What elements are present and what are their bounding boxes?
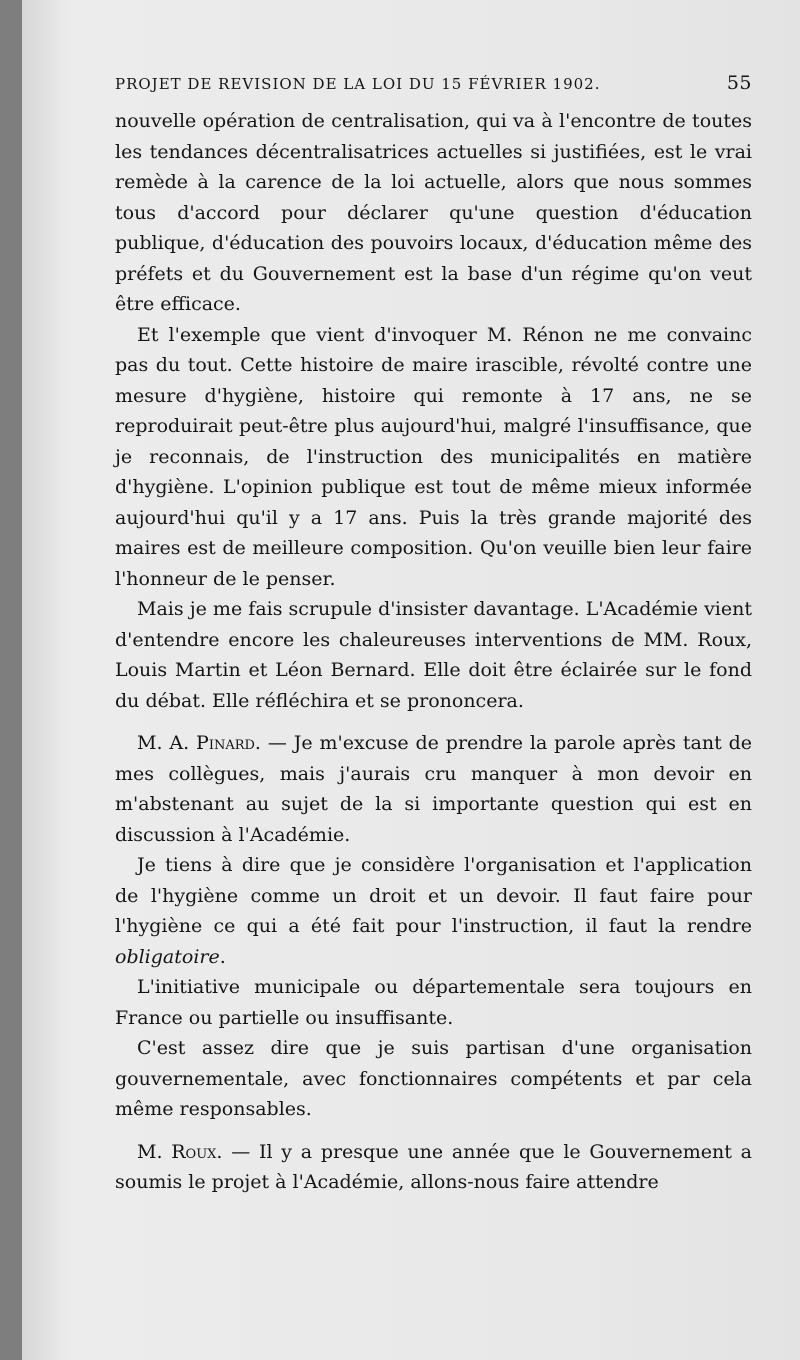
header-title: PROJET DE REVISION DE LA LOI DU 15 FÉVRIER 1902. [115,75,601,93]
running-header [115,72,752,106]
paragraph-2: Et l'exemple que vient d'invoquer M. Rénon ne me convainc pas du tout. Cette histoire de maire irascible, révolté contre une mesure d'hygiène, histoire qui remonte à 17 ans, ne se reproduirait peut-être plus aujourd'hui, malgré l'insuffisance, que je reconnais, de l'instruction des municipalités en matière d'hygiène. L'opinion publique est tout de même mieux informée aujourd'hui qu'il y a 17 ans. Puis la très grande majorité des maires est de meilleure composition. Qu'on veuille bien leur faire l'honneur de le penser. [115,323,752,590]
speech-text: — Je m'excuse de prendre la parole après tant de mes collègues, mais j'aurais cru manquer à mon devoir en m'abstenant au sujet de la si importante question qui est en discussion à l'Académie. [115,732,752,846]
page-content [115,72,752,1198]
paragraph-7: C'est assez dire que je suis partisan d'une organisation gouvernementale, avec fonctionnaires compétents et par cela même responsables. [115,1037,752,1120]
paragraph-3: Mais je me fais scrupule d'insister davantage. L'Académie vient d'entendre encore les chaleureuses interventions de MM. Roux, Louis Martin et Léon Bernard. Elle doit être éclairée sur le fond du débat. Elle réfléchira et se prononcera. [115,598,752,712]
speech-text: — Il y a presque une année que le Gouvernement a soumis le projet à l'Académie, allons-nous faire attendre [115,1140,752,1193]
paragraph-6: L'initiative municipale ou départementale sera toujours en France ou partielle ou insuffisante. [115,976,752,1029]
paragraph-pinard [115,728,752,850]
paragraph-roux [115,1137,752,1198]
paragraph-text: Je tiens à dire que je considère l'organisation et l'application de l'hygiène comme un droit et un devoir. Il faut faire pour l'hygiène ce qui a été fait pour l'instruction, il faut la rendre [115,854,752,937]
page-number: 55 [726,72,752,94]
emphasis-text: obligatoire [115,945,220,968]
speaker-name: M. A. Pinard. [137,732,261,754]
paragraph-5 [115,850,752,972]
paragraph-1: nouvelle opération de centralisation, qui va à l'encontre de toutes les tendances décentralisatrices actuelles si justifiées, est le vrai remède à la carence de la loi actuelle, alors que nous sommes tous d'accord pour déclarer qu'une question d'éducation publique, d'éducation des pouvoirs locaux, d'éducation même des préfets et du Gouvernement est la base d'un régime qu'on veut être efficace. [115,110,752,315]
paragraph-tail: . [219,945,226,968]
page-sheet [22,0,800,1360]
speaker-name: M. Roux. [137,1140,223,1163]
